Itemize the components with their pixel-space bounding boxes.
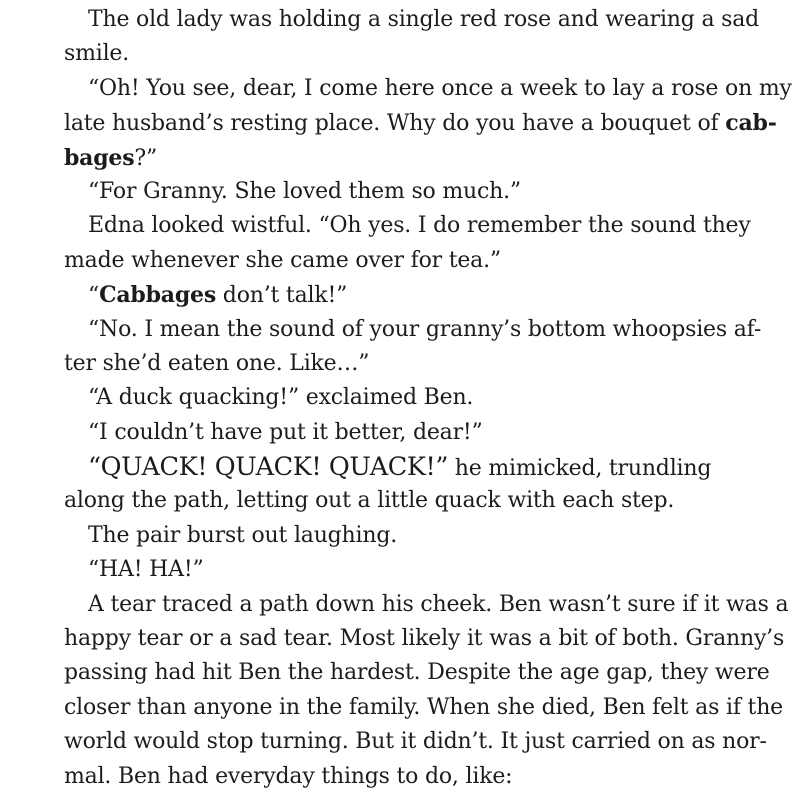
text-run: “	[88, 283, 100, 309]
text-line	[64, 37, 744, 71]
text-run: “No. I mean the sound of your granny’s bottom whoopsies af-	[88, 316, 762, 342]
text-run: “For Granny. She loved them so much.”	[88, 178, 521, 204]
text-run: bages	[64, 144, 135, 171]
text-run: closer than anyone in the family. When she died, Ben felt as if the	[64, 694, 783, 720]
text-run: “HA! HA!”	[88, 557, 204, 583]
text-run: “A duck quacking!” exclaimed Ben.	[88, 385, 474, 411]
text-run: late husband’s resting place. Why do you have a bouquet of	[64, 111, 726, 137]
text-run: smile.	[64, 41, 130, 67]
text-line	[64, 278, 744, 312]
text-run: “QUACK! QUACK! QUACK!”	[88, 452, 448, 483]
text-run: along the path, letting out a little quack with each step.	[64, 488, 675, 514]
text-line	[64, 553, 744, 587]
text-line	[64, 106, 777, 140]
text-run: A tear traced a path down his cheek. Ben wasn’t sure if it was a	[88, 591, 789, 617]
text-run: “Oh! You see, dear, I come here once a week to lay a rose on my	[88, 75, 792, 101]
text-line	[64, 588, 789, 622]
text-line	[64, 691, 783, 725]
text-run: world would stop turning. But it didn’t. It just carried on as nor-	[64, 729, 767, 755]
text-line	[64, 484, 744, 518]
text-line	[64, 347, 744, 381]
text-run: ?”	[134, 145, 158, 171]
text-run: he mimicked, trundling	[448, 456, 712, 482]
text-line	[64, 416, 744, 450]
text-run: ter she’d eaten one. Like…”	[64, 350, 370, 376]
text-run: Edna looked wistful. “Oh yes. I do remember the sound they	[88, 213, 751, 239]
text-line	[64, 209, 751, 243]
text-run: The old lady was holding a single red rose and wearing a sad	[88, 7, 760, 32]
text-line	[64, 656, 770, 690]
text-line	[64, 141, 744, 175]
page-text	[64, 3, 792, 794]
text-run: Cabbages	[99, 282, 217, 309]
text-run: happy tear or a sad tear. Most likely it was a bit of both. Granny’s	[64, 626, 785, 652]
text-line	[64, 725, 767, 759]
text-line	[64, 72, 792, 106]
text-run: don’t talk!”	[216, 283, 348, 309]
text-run: The pair burst out laughing.	[88, 522, 397, 548]
text-line	[64, 175, 744, 209]
text-run: made whenever she came over for tea.”	[64, 247, 501, 273]
text-line	[64, 450, 744, 484]
text-run: mal. Ben had everyday things to do, like:	[64, 763, 513, 789]
text-line	[64, 622, 785, 656]
text-line	[64, 244, 744, 278]
text-line	[64, 313, 762, 347]
text-run: “I couldn’t have put it better, dear!”	[88, 419, 483, 445]
text-line	[64, 381, 744, 415]
text-line	[64, 3, 760, 37]
text-line	[64, 519, 744, 553]
text-run: cab-	[725, 110, 777, 137]
text-line	[64, 760, 744, 794]
text-run: passing had hit Ben the hardest. Despite the age gap, they were	[64, 660, 770, 686]
